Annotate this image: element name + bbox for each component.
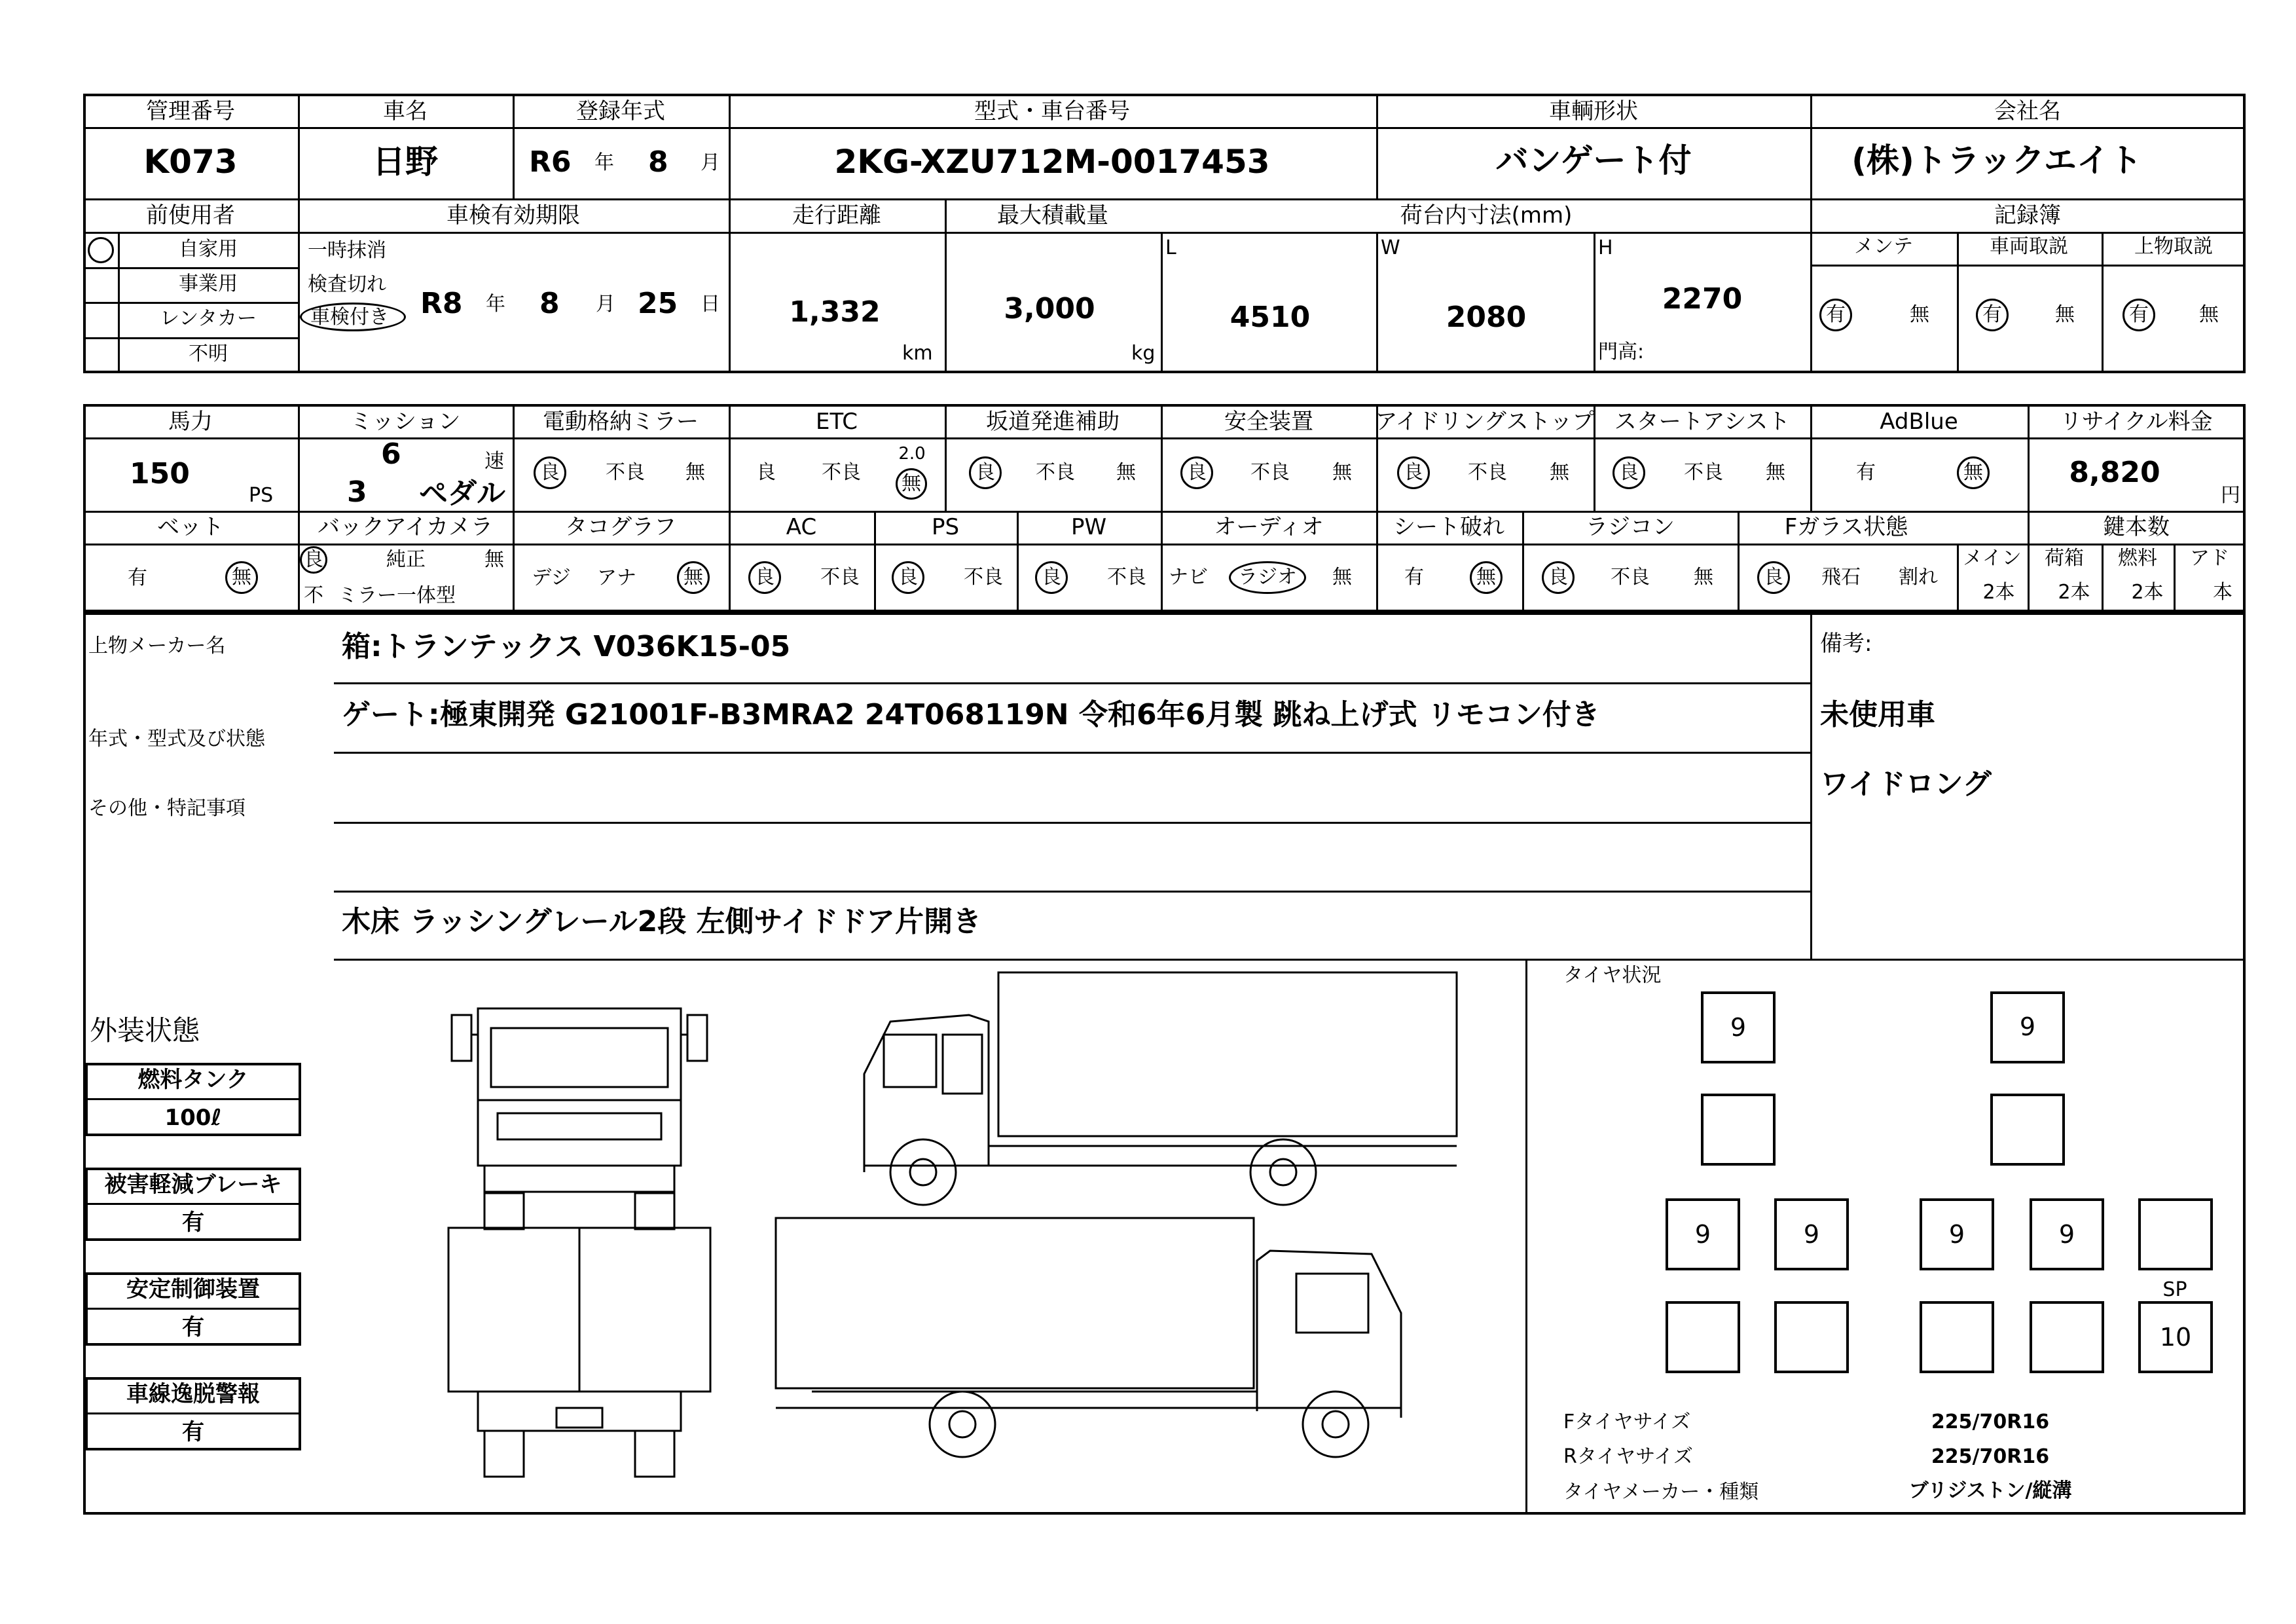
selected-mark (88, 237, 114, 263)
label-bed: ベット (157, 514, 224, 540)
prev-user-option: 事業用 (179, 272, 238, 295)
idling-bad: 不良 (1468, 461, 1507, 484)
label-max-load: 最大積載量 (997, 202, 1108, 229)
exterior-label: 車線逸脱警報 (126, 1381, 260, 1407)
spare-label: SP (2162, 1278, 2187, 1301)
label-year: 年式・型式及び状態 (88, 728, 265, 750)
label-ac: AC (786, 514, 817, 540)
key-ad-count: 本 (2213, 581, 2232, 604)
reg-month: 8 (648, 145, 668, 179)
shaken-era: R8 (420, 287, 463, 320)
audio-radio: ラジオ (1238, 566, 1297, 589)
label-idling: アイドリングストップ (1375, 409, 1595, 435)
key-ad-label: アド (2190, 547, 2229, 570)
mondaka-label: 門高: (1598, 341, 1645, 363)
tire-value: 9 (1803, 1220, 1820, 1249)
shaken-tsuki: 月 (596, 293, 615, 316)
shaken-day: 25 (638, 287, 678, 320)
truck-front-view-icon (445, 989, 720, 1231)
chassis-number: 2KG-XZU712M-0017453 (834, 143, 1270, 181)
bed-no: 無 (232, 566, 251, 589)
hill-good: 良 (975, 461, 995, 484)
truck-right-side-icon (773, 1215, 1427, 1477)
label-start: スタートアシスト (1614, 409, 1791, 435)
etc-version: 2.0 (898, 444, 926, 464)
truck-rear-view-icon (445, 1225, 720, 1486)
mission-speed-unit: 速 (484, 450, 504, 473)
tire-empty (1774, 1301, 1849, 1373)
start-good: 良 (1619, 461, 1639, 484)
key-main-label: メイン (1963, 547, 2022, 570)
label-audio: オーディオ (1214, 514, 1324, 540)
reg-era: R6 (529, 145, 572, 179)
label-etc: ETC (816, 409, 858, 435)
dim-l-label: L (1165, 236, 1176, 259)
tire-value: 9 (2019, 1012, 2036, 1041)
reg-tsuki: 月 (701, 151, 720, 174)
max-load-unit: kg (1131, 342, 1156, 365)
seat-yes: 有 (1404, 566, 1424, 589)
label-mente: メンテ (1854, 235, 1913, 258)
tire-empty (2138, 1198, 2213, 1270)
label-biko: 備考: (1820, 631, 1872, 657)
dim-w-value: 2080 (1446, 301, 1527, 334)
mission-pedal-unit: ペダル (419, 477, 505, 510)
tire-rear-2 (1774, 1198, 1849, 1270)
exterior-label: 安定制御装置 (126, 1276, 260, 1302)
uwamono-yes: 有 (2129, 303, 2149, 326)
bed-yes: 有 (128, 566, 147, 589)
sharyo-yes: 有 (1982, 303, 2002, 326)
backcam-mirror: ミラー一体型 (338, 584, 456, 607)
tire-rear-3 (1920, 1198, 1994, 1270)
note-line: 箱:トランテックス V036K15-05 (342, 630, 791, 663)
tire-value: 9 (2058, 1220, 2075, 1249)
pw-bad: 不良 (1107, 566, 1146, 589)
reg-nen: 年 (594, 151, 614, 174)
label-cargo-dims: 荷台内寸法(mm) (1400, 202, 1573, 229)
tire-value: 9 (1948, 1220, 1965, 1249)
label-adblue: AdBlue (1880, 409, 1958, 435)
prev-user-option: 不明 (189, 342, 228, 365)
tire-front-left (1701, 991, 1776, 1063)
label-keijo: 車輌形状 (1549, 98, 1638, 124)
note-line: 木床 ラッシングレール2段 左側サイドドア片開き (342, 905, 982, 938)
truck-left-side-icon (838, 969, 1467, 1225)
label-pw: PW (1070, 514, 1107, 540)
label-keys: 鍵本数 (2103, 514, 2170, 540)
start-none: 無 (1766, 461, 1785, 484)
mirror-bad: 不良 (606, 461, 645, 484)
ac-bad: 不良 (820, 566, 860, 589)
f-size-value: 225/70R16 (1931, 1411, 2050, 1433)
etc-none: 無 (902, 472, 921, 495)
f-size-label: Fタイヤサイズ (1563, 1411, 1691, 1433)
key-box-count: 2本 (2058, 581, 2090, 604)
dim-h-value: 2270 (1662, 282, 1743, 316)
shaken-nichi: 日 (701, 293, 720, 316)
label-mission: ミッション (350, 409, 461, 435)
mirror-none: 無 (685, 461, 705, 484)
label-ps: PS (931, 514, 960, 540)
taco-ana: アナ (597, 566, 636, 589)
dim-w-label: W (1381, 236, 1400, 259)
r-size-label: Rタイヤサイズ (1563, 1445, 1693, 1468)
label-sharyo: 車両取説 (1990, 235, 2068, 258)
label-records: 記録簿 (1994, 202, 2061, 229)
label-kanri: 管理番号 (146, 98, 235, 124)
seat-no: 無 (1476, 566, 1496, 589)
exterior-value: 有 (182, 1419, 204, 1445)
mente-no: 無 (1910, 303, 1929, 326)
label-shaken: 車検有効期限 (446, 202, 580, 229)
fglass-chip: 飛石 (1821, 566, 1861, 589)
label-mirror: 電動格納ミラー (543, 409, 699, 435)
mileage-unit: km (902, 342, 933, 365)
safety-bad: 不良 (1250, 461, 1290, 484)
tire-empty (2030, 1301, 2104, 1373)
backcam-bad: 不 (304, 584, 323, 607)
recycle-unit: 円 (2221, 484, 2240, 507)
tire-value: 9 (1694, 1220, 1711, 1249)
mente-yes: 有 (1826, 303, 1846, 326)
dim-l-value: 4510 (1230, 301, 1311, 334)
hill-none: 無 (1116, 461, 1136, 484)
label-remote: ラジコン (1586, 514, 1675, 540)
adblue-no: 無 (1963, 461, 1983, 484)
etc-bad: 不良 (822, 461, 861, 484)
idling-good: 良 (1404, 461, 1423, 484)
remark-line: 未使用車 (1820, 698, 1935, 731)
backcam-none: 無 (484, 548, 504, 571)
label-mileage: 走行距離 (792, 202, 881, 229)
adblue-yes: 有 (1856, 461, 1876, 484)
uwamono-no: 無 (2199, 303, 2219, 326)
remote-bad: 不良 (1611, 566, 1650, 589)
tire-spare (2138, 1301, 2213, 1373)
recycle-fee: 8,820 (2069, 456, 2160, 489)
exterior-title: 外装状態 (90, 1014, 200, 1046)
kanri-no: K073 (143, 143, 238, 181)
hp-value: 150 (130, 457, 190, 490)
label-toroku: 登録年式 (576, 98, 665, 124)
exterior-label: 燃料タンク (137, 1067, 249, 1093)
exterior-value: 100ℓ (164, 1105, 222, 1131)
ac-good: 良 (755, 566, 774, 589)
label-shamei: 車名 (383, 98, 428, 124)
tire-empty (1666, 1301, 1740, 1373)
audio-none: 無 (1332, 566, 1352, 589)
body-shape: バンゲート付 (1495, 141, 1692, 179)
taco-none: 無 (683, 566, 703, 589)
label-seat: シート破れ (1393, 514, 1504, 540)
key-box-label: 荷箱 (2045, 547, 2084, 570)
exterior-label: 被害軽減ブレーキ (104, 1172, 282, 1198)
label-hill: 坂道発進補助 (986, 409, 1120, 435)
shaken-status: 車検付き (310, 306, 389, 329)
note-line: ゲート:極東開発 G21001F-B3MRA2 24T068119N 令和6年6月製 跳ね上げ式 リモコン付き (342, 698, 1600, 731)
label-recycle: リサイクル料金 (2060, 409, 2213, 435)
exterior-value: 有 (182, 1314, 204, 1340)
label-fglass: Fガラス状態 (1784, 514, 1908, 540)
company-name: (株)トラックエイト (1851, 141, 2142, 179)
taco-digi: デジ (532, 566, 571, 589)
hill-bad: 不良 (1036, 461, 1075, 484)
ps-bad: 不良 (964, 566, 1003, 589)
remote-good: 良 (1548, 566, 1568, 589)
mission-speed: 6 (381, 437, 401, 471)
tire-title: タイヤ状況 (1563, 964, 1662, 987)
tire-empty (1990, 1094, 2065, 1166)
exterior-value: 有 (182, 1209, 204, 1236)
label-uwamono: 上物取説 (2134, 235, 2213, 258)
pw-good: 良 (1042, 566, 1061, 589)
prev-user-option: レンタカー (159, 307, 257, 330)
max-load-value: 3,000 (1004, 292, 1095, 325)
label-other: その他・特記事項 (88, 797, 246, 820)
mileage-value: 1,332 (789, 295, 881, 329)
label-prev-user: 前使用者 (146, 202, 235, 229)
label-maker: 上物メーカー名 (88, 635, 226, 657)
dim-h-label: H (1598, 236, 1613, 259)
label-bariki: 馬力 (168, 409, 213, 435)
key-fuel-label: 燃料 (2118, 547, 2157, 570)
label-backcam: バックアイカメラ (318, 514, 493, 540)
remark-line: ワイドロング (1820, 767, 1992, 801)
tire-empty (1701, 1094, 1776, 1166)
tire-maker-label: タイヤメーカー・種類 (1563, 1481, 1759, 1504)
key-fuel-count: 2本 (2131, 581, 2164, 604)
tire-empty (1920, 1301, 1994, 1373)
fglass-crack: 割れ (1899, 566, 1938, 589)
r-size-value: 225/70R16 (1931, 1445, 2050, 1468)
hp-unit: PS (249, 484, 274, 507)
shaken-status: 一時抹消 (308, 239, 386, 262)
idling-none: 無 (1550, 461, 1569, 484)
shaken-month: 8 (539, 287, 560, 320)
label-katashiki: 型式・車台番号 (974, 98, 1130, 124)
sharyo-no: 無 (2055, 303, 2075, 326)
key-main-count: 2本 (1982, 581, 2015, 604)
safety-none: 無 (1332, 461, 1352, 484)
shaken-status: 検査切れ (308, 273, 386, 296)
remote-none: 無 (1694, 566, 1713, 589)
tire-rear-4 (2030, 1198, 2104, 1270)
audio-navi: ナビ (1169, 566, 1208, 589)
start-bad: 不良 (1684, 461, 1723, 484)
backcam-good: 良 (304, 548, 323, 571)
prev-user-option: 自家用 (179, 238, 238, 261)
shamei: 日野 (373, 143, 438, 181)
tire-maker-value: ブリジストン/縦溝 (1908, 1479, 2072, 1502)
backcam-genuine: 純正 (386, 548, 426, 571)
shaken-nen: 年 (486, 293, 505, 316)
mirror-good: 良 (540, 461, 560, 484)
label-kaisha: 会社名 (1994, 98, 2061, 124)
tire-value: 9 (1730, 1013, 1747, 1042)
label-taco: タコグラフ (565, 514, 676, 540)
tire-rear-1 (1666, 1198, 1740, 1270)
fglass-good: 良 (1764, 566, 1783, 589)
ps-good: 良 (898, 566, 918, 589)
safety-good: 良 (1187, 461, 1207, 484)
mission-pedal: 3 (347, 475, 367, 509)
etc-good: 良 (756, 461, 776, 484)
tire-value: 10 (2159, 1323, 2192, 1352)
label-safety: 安全装置 (1224, 409, 1313, 435)
